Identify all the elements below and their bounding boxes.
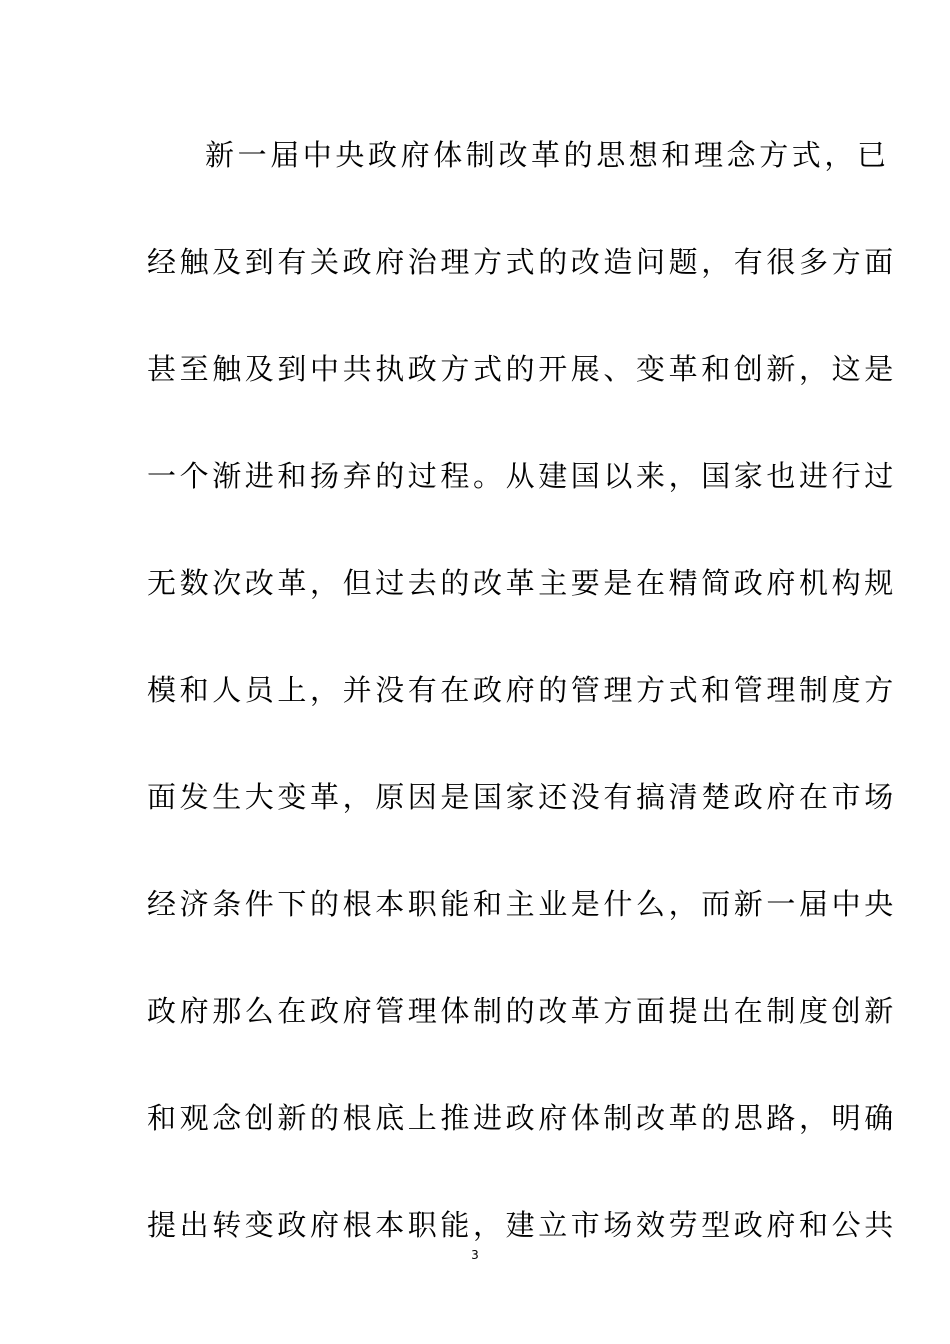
- text-line: 政府那么在政府管理体制的改革方面提出在制度创新: [147, 994, 897, 1028]
- text-line: 面发生大变革，原因是国家还没有搞清楚政府在市场: [147, 780, 897, 814]
- text-line: 模和人员上，并没有在政府的管理方式和管理制度方: [147, 673, 897, 707]
- text-line: 经触及到有关政府治理方式的改造问题，有很多方面: [147, 245, 897, 279]
- text-line: 提出转变政府根本职能，建立市场效劳型政府和公共: [147, 1208, 897, 1242]
- text-line: 和观念创新的根底上推进政府体制改革的思路，明确: [147, 1101, 897, 1135]
- text-line: 新一届中央政府体制改革的思想和理念方式，已: [205, 138, 890, 172]
- text-line: 一个渐进和扬弃的过程。从建国以来，国家也进行过: [147, 459, 897, 493]
- text-line: 甚至触及到中共执政方式的开展、变革和创新，这是: [147, 352, 897, 386]
- page-number: 3: [471, 1248, 479, 1262]
- body-paragraph: [147, 128, 897, 1305]
- text-line: 经济条件下的根本职能和主业是什么，而新一届中央: [147, 887, 897, 921]
- text-line: 无数次改革，但过去的改革主要是在精简政府机构规: [147, 566, 897, 600]
